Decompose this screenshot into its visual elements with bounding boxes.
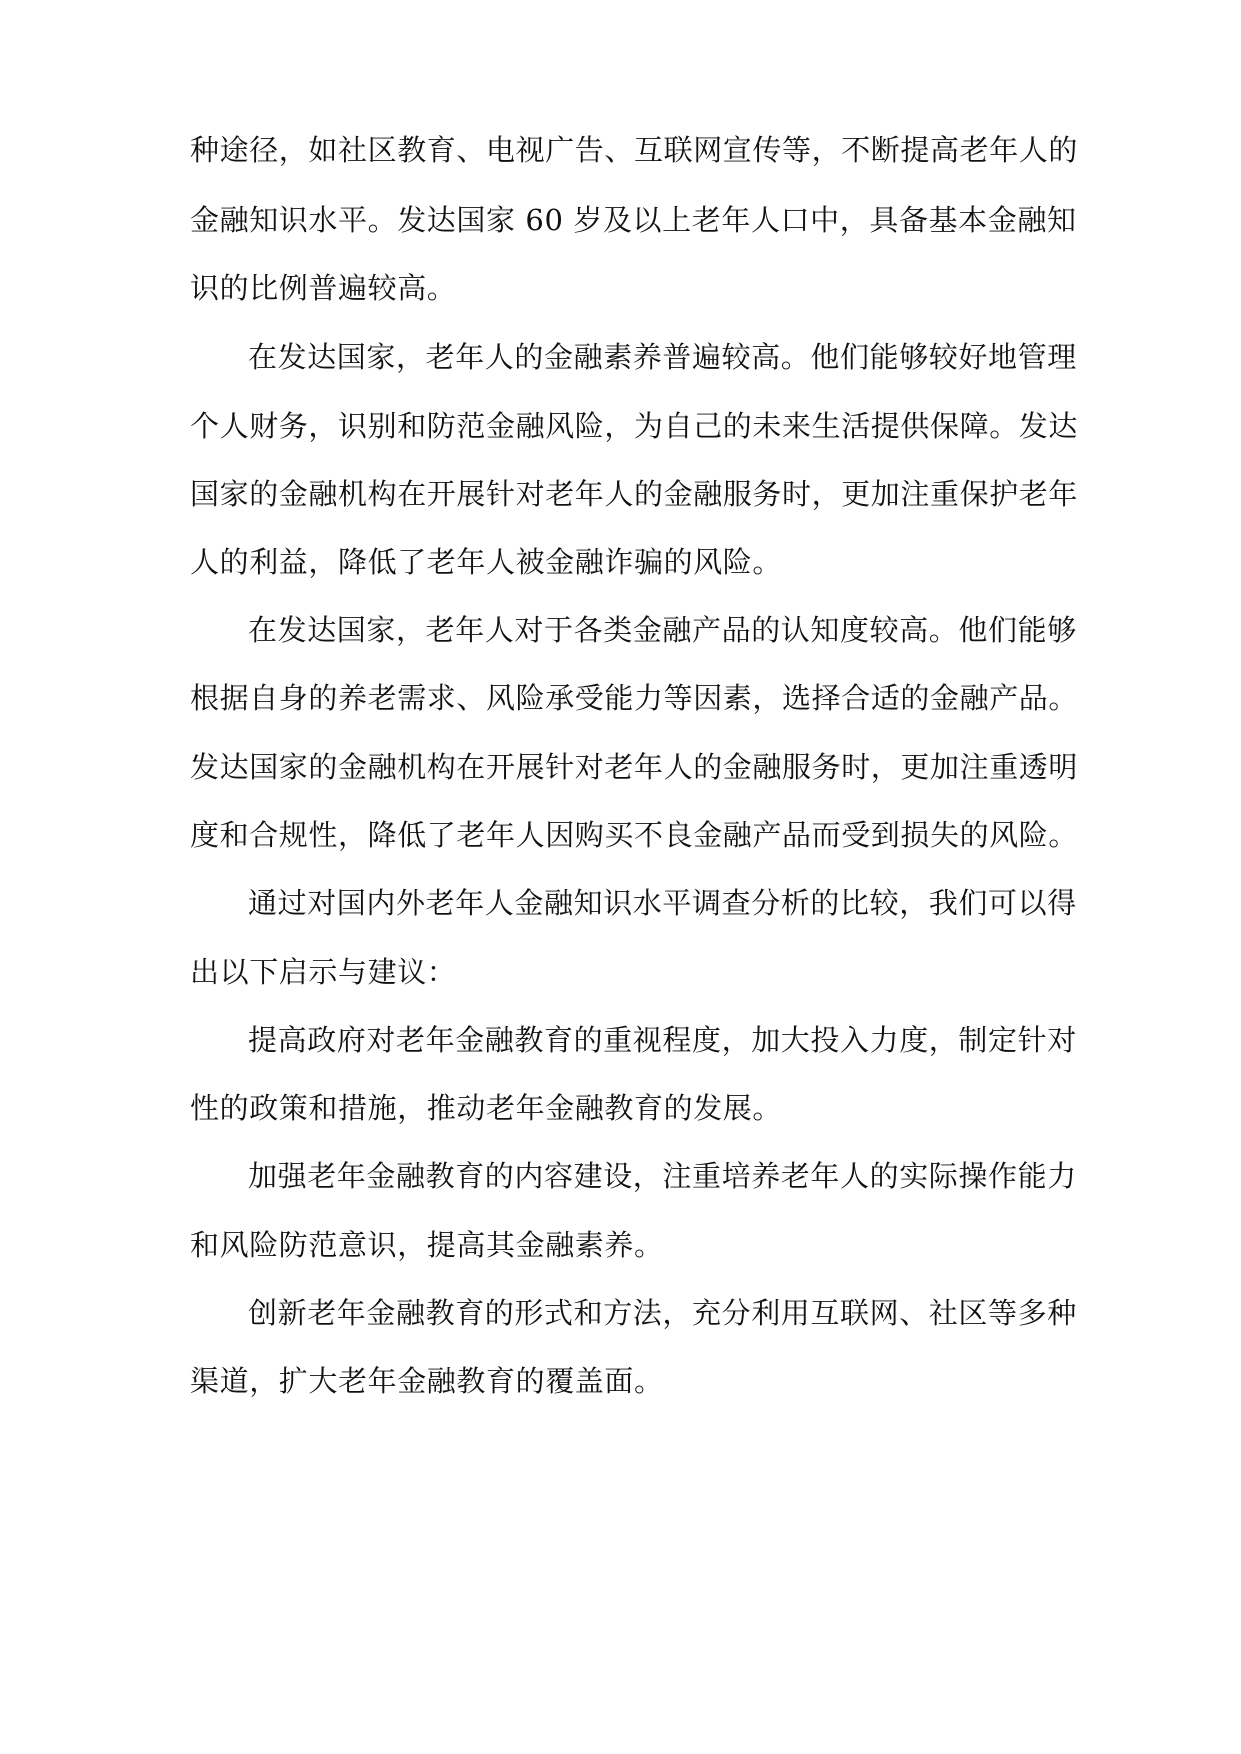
text-line: 出以下启示与建议： [190, 955, 457, 989]
text-line: 在发达国家，老年人对于各类金融产品的认知度较高。他们能够 [248, 613, 1077, 647]
text-line: 个人财务，识别和防范金融风险，为自己的未来生活提供保障。发达 [190, 409, 1079, 443]
text-line: 在发达国家，老年人的金融素养普遍较高。他们能够较好地管理 [248, 340, 1077, 374]
text-line: 提高政府对老年金融教育的重视程度，加大投入力度，制定针对 [248, 1023, 1077, 1057]
text-line: 识的比例普遍较高。 [190, 271, 457, 305]
text-line: 创新老年金融教育的形式和方法，充分利用互联网、社区等多种 [248, 1296, 1077, 1330]
text-line: 金融知识水平。发达国家 60 岁及以上老年人口中，具备基本金融知 [190, 203, 1077, 237]
text-line: 渠道，扩大老年金融教育的覆盖面。 [190, 1364, 664, 1398]
text-line: 根据自身的养老需求、风险承受能力等因素，选择合适的金融产品。 [190, 681, 1079, 715]
text-line: 通过对国内外老年人金融知识水平调查分析的比较，我们可以得 [248, 886, 1077, 920]
text-line: 种途径，如社区教育、电视广告、互联网宣传等，不断提高老年人的 [190, 133, 1079, 167]
text-line: 和风险防范意识，提高其金融素养。 [190, 1228, 664, 1262]
text-line: 度和合规性，降低了老年人因购买不良金融产品而受到损失的风险。 [190, 818, 1079, 852]
text-line: 性的政策和措施，推动老年金融教育的发展。 [190, 1091, 783, 1125]
text-line: 加强老年金融教育的内容建设，注重培养老年人的实际操作能力 [248, 1159, 1077, 1193]
text-line: 国家的金融机构在开展针对老年人的金融服务时，更加注重保护老年 [190, 477, 1079, 511]
text-line: 人的利益，降低了老年人被金融诈骗的风险。 [190, 545, 783, 579]
text-line: 发达国家的金融机构在开展针对老年人的金融服务时，更加注重透明 [190, 750, 1079, 784]
